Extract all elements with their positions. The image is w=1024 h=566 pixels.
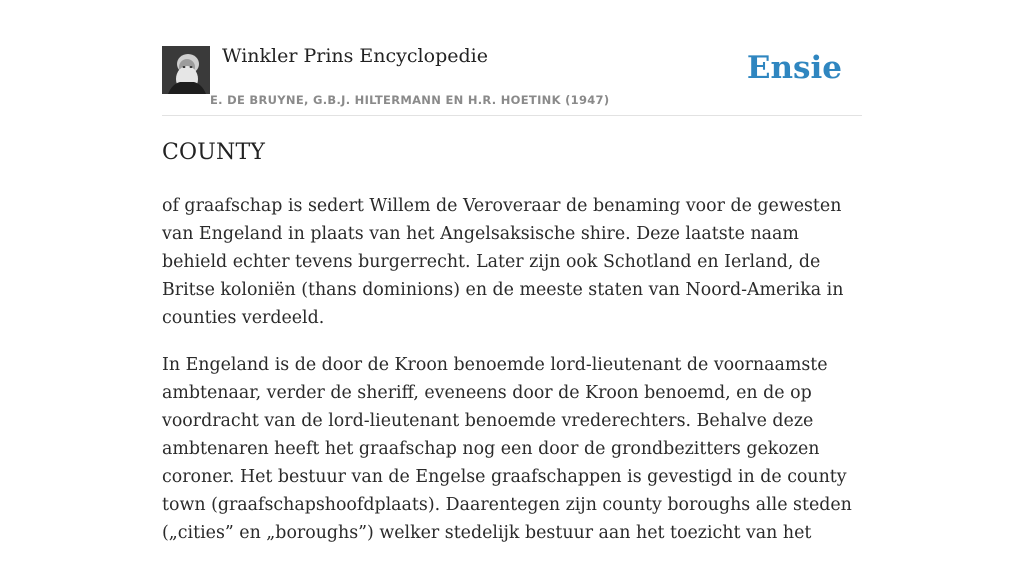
article-title: COUNTY <box>162 140 266 165</box>
source-title[interactable]: Winkler Prins Encyclopedie <box>222 45 488 67</box>
header-divider <box>162 115 862 116</box>
brand-logo[interactable]: Ensie <box>746 50 842 86</box>
bearded-man-portrait-icon <box>162 46 210 94</box>
article-paragraph: of graafschap is sedert Willem de Veroveraar de benaming voor de gewesten van Engeland in plaats van het Angelsaksische shire. Deze laatste naam behield echter tevens burgerrecht. Later zijn ook Schotland en Ierland, de Britse koloniën (thans dominions) en de meeste staten van Noord-Amerika in counties verdeeld. <box>162 196 844 328</box>
article-body <box>162 192 862 566</box>
authors-line: E. DE BRUYNE, G.B.J. HILTERMANN EN H.R. HOETINK (1947) <box>210 93 610 107</box>
article-paragraph: In Engeland is de door de Kroon benoemde lord-lieutenant de voornaamste ambtenaar, verder de sheriff, eveneens door de Kroon benoemd, en de op voordracht van de lord-lieutenant benoemde vrederechters. Behalve deze ambtenaren heeft het graafschap nog een door de grondbezitters gekozen coroner. Het bestuur van de Engelse graafschappen is gevestigd in de county town (graafschapshoofdplaats). Daarentegen zijn county boroughs alle steden („cities” en „boroughs”) welker stedelijk bestuur aan het toezicht van het <box>162 355 852 543</box>
author-avatar[interactable] <box>162 46 210 94</box>
